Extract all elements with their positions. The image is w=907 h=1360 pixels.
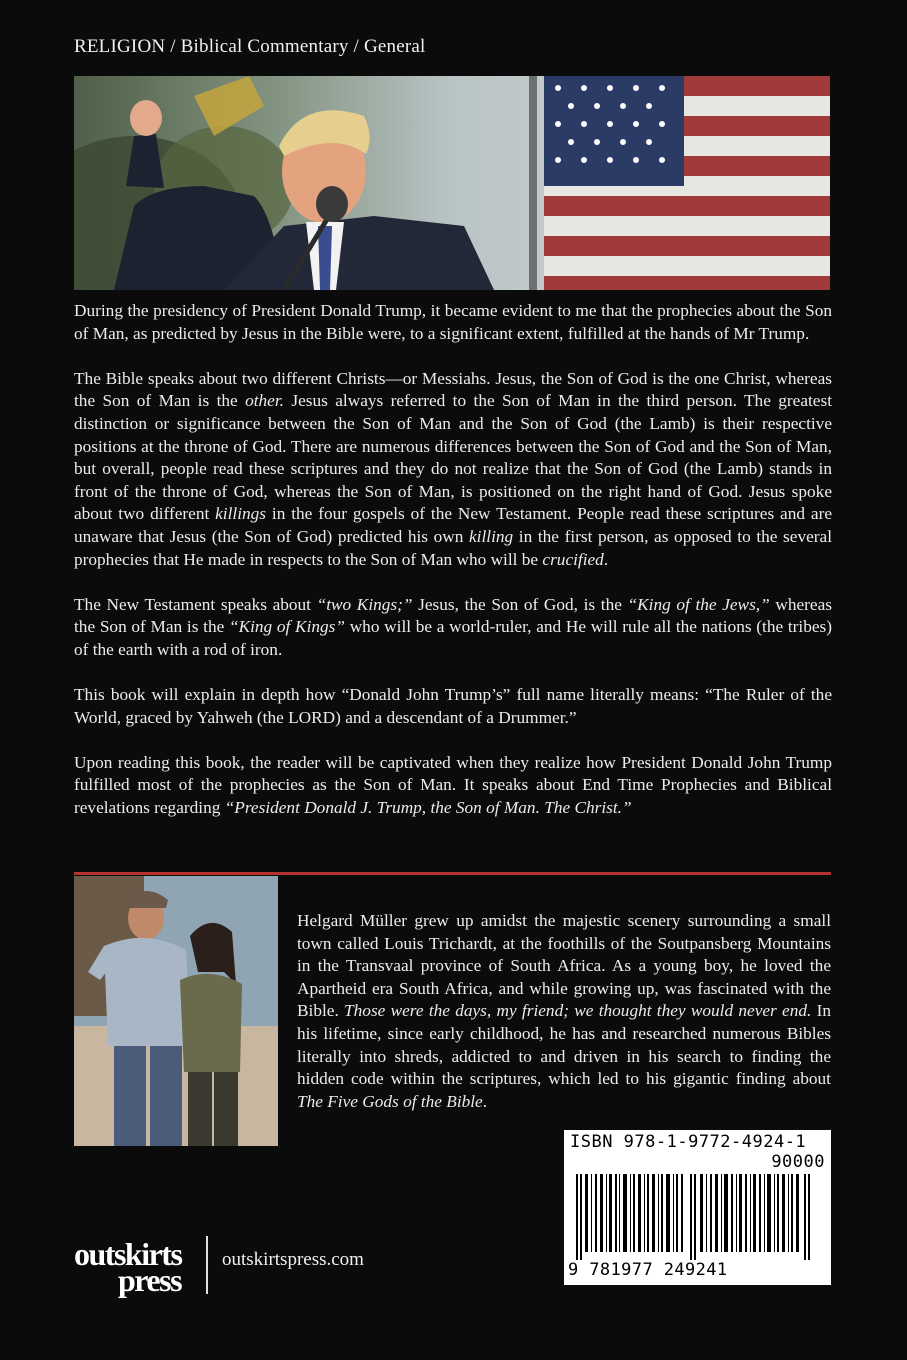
- ean-digits: 9 781977 249241: [568, 1260, 728, 1280]
- barcode-bars: [572, 1174, 824, 1260]
- isbn-label: ISBN 978-1-9772-4924-1: [570, 1132, 807, 1152]
- publisher-logo-line1: outskirts: [74, 1236, 182, 1272]
- speaker-flag-illustration: [74, 76, 830, 290]
- section-divider: [74, 872, 831, 875]
- author-photo-illustration: [74, 876, 278, 1146]
- publisher-website[interactable]: outskirtspress.com: [222, 1249, 364, 1270]
- description-paragraph-4: This book will explain in depth how “Donald John Trump’s” full name literally means: “The Ruler of the World, graced by Yahweh (the LORD) and a descendant of a Drummer.”: [74, 685, 832, 727]
- logo-divider: [206, 1236, 208, 1294]
- author-bio: Helgard Müller grew up amidst the majestic scenery surrounding a small town called Louis Trichardt, at the foothills of the Soutpansberg Mountains in the Transvaal province of South Africa. As a young boy, he loved the Apartheid era South Africa, and while growing up, was fascinated with the Bible. Those were the days, my friend; we thought they would never end. In his lifetime, since early childhood, he has and researched numerous Bibles literally into shreds, addicted to and driven in his search to finding the hidden code within the scriptures, which led to his gigantic finding about The Five Gods of the Bible.: [297, 911, 831, 1111]
- book-description: [74, 300, 832, 842]
- description-paragraph-5: Upon reading this book, the reader will be captivated when they realize how President Donald John Trump fulfilled most of the prophecies as the Son of Man. It speaks about End Time Prophecies and Biblical revelations regarding “President Donald J. Trump, the Son of Man. The Christ.”: [74, 752, 832, 818]
- author-photo: [74, 876, 278, 1146]
- category-label: RELIGION / Biblical Commentary / General: [74, 36, 426, 57]
- publisher-logo: [74, 1236, 194, 1298]
- publisher-logo-line2: press: [118, 1262, 182, 1298]
- description-paragraph-1: During the presidency of President Donald Trump, it became evident to me that the prophecies about the Son of Man, as predicted by Jesus in the Bible were, to a significant extent, fulfilled at the hands of Mr Trump.: [74, 301, 832, 343]
- isbn-barcode: [564, 1130, 831, 1285]
- price-code: 90000: [771, 1152, 825, 1172]
- description-paragraph-2: The Bible speaks about two different Christs—or Messiahs. Jesus, the Son of God is the one Christ, whereas the Son of Man is the other. Jesus always referred to the Son of Man in the third person. The greatest distinction or significance between the Son of Man and the Son of God (the Lamb) is their respective positions at the throne of God. There are numerous differences between the Son of God and the Son of Man, but overall, people read these scriptures and they do not realize that the Son of God (the Lamb) stands in front of the throne of God, whereas the Son of Man, is positioned on the right hand of God. Jesus spoke about two different killings in the four gospels of the New Testament. People read these scriptures and are unaware that Jesus (the Son of God) predicted his own killing in the first person, as opposed to the several prophecies that He made in respects to the Son of Man who will be crucified.: [74, 368, 832, 569]
- description-paragraph-3: The New Testament speaks about “two Kings;” Jesus, the Son of God, is the “King of the Jews,” whereas the Son of Man is the “King of Kings” who will be a world-ruler, and He will rule all the nations (the tribes) of the earth with a rod of iron.: [74, 594, 833, 659]
- cover-photo: [74, 76, 830, 290]
